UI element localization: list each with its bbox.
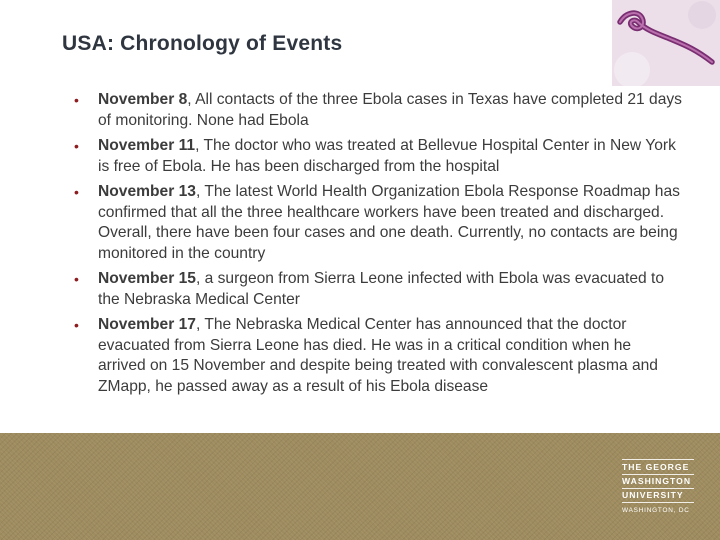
logo-divider: [622, 488, 694, 489]
logo-line: UNIVERSITY: [622, 490, 684, 500]
ebola-virus-illustration: [612, 0, 720, 86]
ebola-virus-image: [612, 0, 720, 86]
logo-location: WASHINGTON, DC: [622, 507, 690, 514]
event-text: , The doctor who was treated at Bellevue Hospital Center in New York is free of Ebola. He has been discharged from the hospital: [98, 137, 676, 175]
bullet-icon: •: [74, 138, 79, 154]
logo-line: THE GEORGE: [622, 462, 690, 472]
event-text: , All contacts of the three Ebola cases in Texas have completed 21 days of monitoring. None had Ebola: [98, 91, 682, 129]
list-item: [72, 136, 682, 177]
event-date: November 8: [98, 91, 188, 108]
list-item: [72, 182, 682, 264]
list-item: [72, 90, 682, 131]
logo-line: WASHINGTON: [622, 476, 692, 486]
event-date: November 11: [98, 137, 196, 154]
event-text: , The latest World Health Organization Ebola Response Roadmap has confirmed that all the three healthcare workers have been treated and discharged. Overall, there have been four cases and one death. Currently, no contacts are being monitored in the country: [98, 183, 680, 262]
bullet-icon: •: [74, 271, 79, 287]
event-text: , a surgeon from Sierra Leone infected with Ebola was evacuated to the Nebraska Medical Center: [98, 270, 665, 308]
university-logo: [622, 459, 694, 515]
event-date: November 15: [98, 270, 196, 287]
bullet-icon: •: [74, 184, 79, 200]
list-item: [72, 269, 682, 310]
logo-divider: [622, 474, 694, 475]
bullet-icon: •: [74, 317, 79, 333]
bullet-icon: •: [74, 92, 79, 108]
logo-divider: [622, 502, 694, 503]
logo-divider: [622, 459, 694, 460]
event-date: November 17: [98, 316, 196, 333]
list-item: [72, 315, 682, 397]
slide-title: USA: Chronology of Events: [62, 32, 343, 55]
event-list: [72, 90, 682, 402]
event-text: , The Nebraska Medical Center has announced that the doctor evacuated from Sierra Leone has died. He was in a critical condition when he arrived on 15 November and despite being treated with convalescent plasma and ZMapp, he passed away as a result of his Ebola disease: [98, 316, 658, 395]
event-date: November 13: [98, 183, 196, 200]
footer-band: [0, 433, 720, 540]
